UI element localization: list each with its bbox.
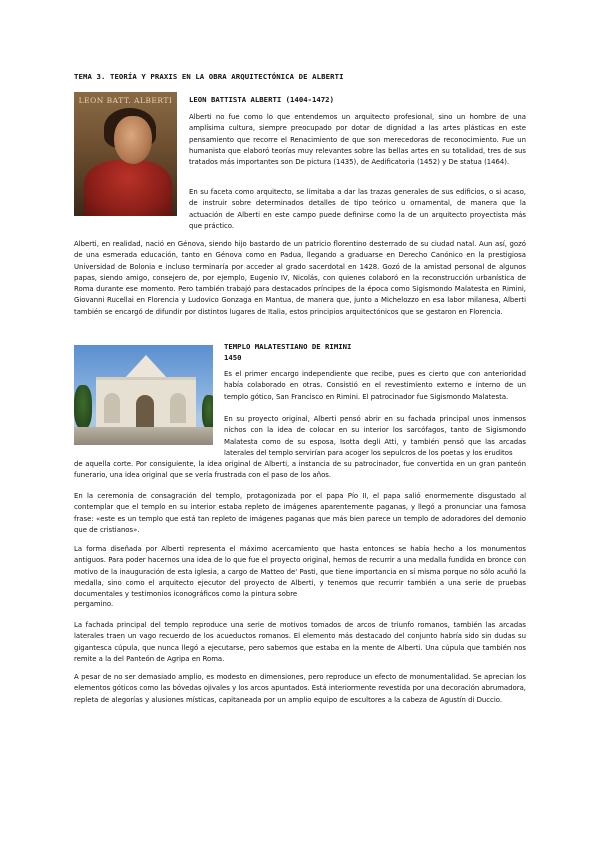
tree-right xyxy=(202,395,213,429)
templo-paragraph-4b: pergamino. xyxy=(74,600,114,608)
temple-door xyxy=(136,395,154,429)
alberti-paragraph-3: Alberti, en realidad, nació en Génova, siendo hijo bastardo de un patricio florentino desterrado de su ciudad natal. Aun así, gozó de una esmerada educación, tanto en Génova como en Padua, llegando a graduarse en Derecho Canónico en la prestigiosa Universidad de Bolonia e incluso terminaría por acceder al grado sacerdotal en 1428. Gozó de la amistad personal de algunos papas, siendo amigo, consejero de, por ejemplo, Eugenio IV, Nicolás, con quienes colaboró en la reconstrucción urbanística de Roma durante ese momento. Pero también trabajó para destacados príncipes de la época como Sigismondo Malatesta en Rimini, Giovanni Rucellai en Florencia y Ludovico Gonzaga en Mantua, de manera que, junto a Michelozzo en esa labor milanesa, Alberti también se encargó de difundir por distintos lugares de Italia, estos principios arquitectónicos que se gestaron en Florencia. xyxy=(74,240,526,316)
templo-paragraph-5: La fachada principal del templo reproduce una serie de motivos tomados de arcos de triunfo romanos, también las arcadas laterales traen un vago recuerdo de los acueductos romanos. El elemento más destacado del conjunto habría sido sin dudas su gigantesca cúpula, que nunca llegó a ejecutarse, pero sabemos que estaba en la mente de Alberti. Una cúpula que también nos remite a la del Panteón de Agripa en Roma. xyxy=(74,621,526,663)
templo-paragraph-2b: de aquella corte. Por consiguiente, la idea original de Alberti, a instancia de su patrocinador, fue convertida en un gran panteón funerario, una idea original que se vería frustrada con el paso de los años. xyxy=(74,460,526,480)
temple-arch-left xyxy=(104,393,120,423)
portrait-face xyxy=(114,116,152,164)
document-title: TEMA 3. TEORÍA Y PRAXIS EN LA OBRA ARQUITECTÓNICA DE ALBERTI xyxy=(74,72,344,81)
templo-paragraph-6: A pesar de no ser demasiado amplio, es modesto en dimensiones, pero reproduce un efecto de monumentalidad. Se aprecian los elementos góticos como las bóvedas ojivales y los arcos apuntados. Está interiormente revestida por una decoración abrumadora, repleta de alegorías y alusiones místicas, capitaneada por un amplio equipo de escultores a la cabeza de Agustín di Duccio. xyxy=(74,673,526,704)
templo-paragraph-1: Es el primer encargo independiente que recibe, pues es cierto que con anterioridad había colaborado en otras. Consistió en el revestimiento externo e interno de un templo gótico, San Francisco en Rimini. El patrocinador fue Sigismondo Malatesta. xyxy=(224,370,526,401)
temple-pediment xyxy=(124,355,168,379)
alberti-paragraph-2: En su faceta como arquitecto, se limitaba a dar las trazas generales de sus edificios, o si acaso, de instruir sobre determinados detalles de tipo teórico u ornamental, de manera que la actuación de Alberti en este campo puede definirse como la de un arquitecto proyectista más que práctico. xyxy=(189,188,526,230)
alberti-paragraph-1: Alberti no fue como lo que entendemos un arquitecto profesional, sino un hombre de una amplísima cultura, siempre preocupado por dotar de dignidad a las artes plásticas en este pensamiento que recorre el Renacimiento de que son merecedoras de reconocimiento. Fue un humanista que elaboró teorías muy relevantes sobre las bellas artes en su totalidad, tres de sus tratados más importantes son De pictura (1435), de Aedificatoria (1452) y De statua (1464). xyxy=(189,113,526,167)
alberti-heading: LEON BATTISTA ALBERTI (1404-1472) xyxy=(189,95,334,104)
templo-paragraph-3: En la ceremonia de consagración del templo, protagonizada por el papa Pío II, el papa salió enormemente disgustado al contemplar que el templo en su interior estaba repleto de imágenes aparentemente paganas, y llegó a pronunciar una famosa frase: «este es un templo que está tan repleto de imágenes paganas que más bien parece un templo de adoradores del demonio que de cristianos». xyxy=(74,492,526,534)
portrait-caption: LEON BATT. ALBERTI xyxy=(78,96,173,105)
alberti-portrait-image xyxy=(74,92,177,216)
templo-heading: TEMPLO MALATESTIANO DE RIMINI xyxy=(224,342,352,351)
tree-left xyxy=(74,385,92,429)
templo-year: 1450 xyxy=(224,353,242,362)
portrait-robe xyxy=(84,160,172,216)
templo-paragraph-2a: En su proyecto original, Alberti pensó abrir en su fachada principal unos inmensos nichos con la idea de colocar en su interior los sarcófagos, tanto de Sigismondo Malatesta como de su esposa, Isotta degli Atti, y también pensó que las arcadas laterales del templo servirían para acoger los sepulcros de los poetas y los eruditos xyxy=(224,415,526,457)
temple-ground xyxy=(74,427,213,445)
templo-paragraph-4a: La forma diseñada por Alberti representa el máximo acercamiento que hasta entonces se había hecho a los monumentos antiguos. Para poder hacernos una idea de lo que fue el proyecto original, hemos de recurrir a una medalla fundida en bronce con motivo de la inauguración de esta iglesia, a cargo de Matteo de' Pasti, que tiene importancia en sí misma porque no sólo acuñó la medalla, sino como el arquitecto ejecutor del proyecto de Alberti, y tenemos que recurrir también a una serie de pruebas documentales y testimonios iconográficos como la pintura sobre xyxy=(74,545,526,599)
templo-malatestiano-image xyxy=(74,345,213,445)
temple-arch-right xyxy=(170,393,186,423)
